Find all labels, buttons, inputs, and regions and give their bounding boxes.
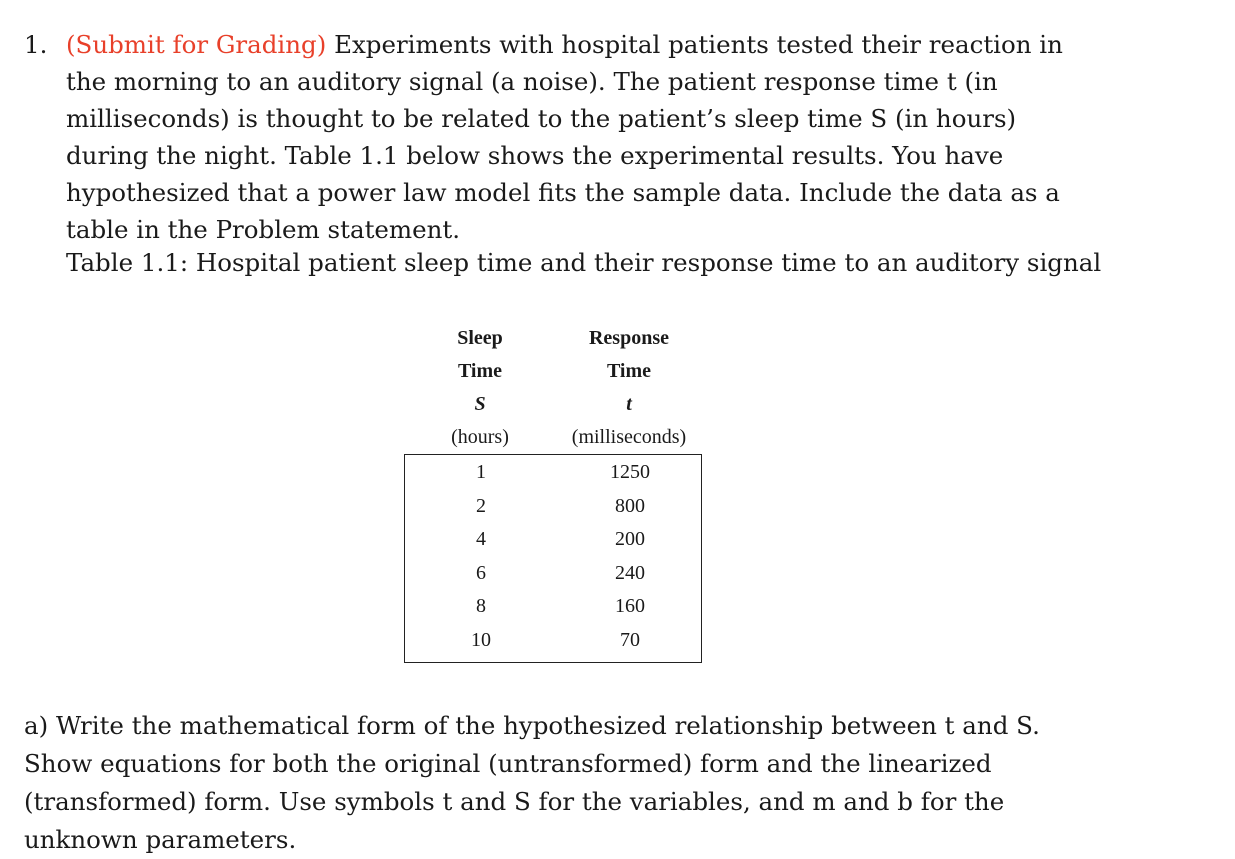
cell-sleep-time: 10 bbox=[471, 628, 491, 651]
header-line1: Sleep bbox=[457, 327, 503, 349]
problem-statement bbox=[24, 26, 1084, 248]
header-line2: Time bbox=[606, 360, 652, 382]
cell-response-time: 1250 bbox=[610, 461, 650, 483]
table-caption: Table 1.1: Hospital patient sleep time and their response time to an auditory signal bbox=[66, 248, 1102, 277]
table-row bbox=[405, 558, 701, 592]
table-row bbox=[405, 457, 701, 491]
cell-sleep-time: 1 bbox=[476, 461, 486, 483]
header-line2: Time bbox=[457, 360, 503, 382]
question-a: a) Write the mathematical form of the hypothesized relationship between t and S. Show equations for both the original (untransformed) form and the linearized (transformed) form. Use symbols t and S for the variables, and m and b for the unknown parameters. bbox=[24, 711, 1040, 854]
header-variable: S bbox=[474, 393, 486, 415]
problem-body bbox=[66, 26, 1084, 248]
table-row bbox=[405, 491, 701, 525]
header-unit: (milliseconds) bbox=[571, 426, 687, 448]
table-row bbox=[405, 625, 701, 659]
header-line1: Response bbox=[588, 327, 669, 349]
cell-sleep-time: 6 bbox=[476, 561, 486, 584]
cell-response-time: 800 bbox=[615, 494, 645, 517]
cell-response-time: 160 bbox=[615, 595, 645, 618]
table-header bbox=[404, 322, 704, 454]
cell-sleep-time: 2 bbox=[476, 494, 486, 517]
cell-sleep-time: 8 bbox=[476, 595, 486, 618]
header-variable: t bbox=[626, 393, 632, 415]
problem-number: 1. bbox=[24, 30, 48, 59]
problem-text: Experiments with hospital patients tested their reaction in the morning to an auditory signal (a noise). The patient response time t (in milliseconds) is thought to be related to the patient’s sleep time S (in hours) during the night. Table 1.1 below shows the experimental results. You have hypothesized that a power law model fits the sample data. Include the data as a table in the Problem statement. bbox=[66, 30, 1063, 244]
table-row bbox=[405, 524, 701, 558]
cell-response-time: 70 bbox=[620, 628, 640, 651]
cell-response-time: 240 bbox=[615, 561, 645, 584]
column-header-response-time bbox=[554, 322, 704, 454]
column-header-sleep-time bbox=[440, 322, 520, 454]
data-table bbox=[404, 322, 704, 663]
table-row bbox=[405, 591, 701, 625]
submit-for-grading-tag: (Submit for Grading) bbox=[66, 30, 327, 59]
cell-sleep-time: 4 bbox=[476, 528, 486, 551]
header-unit: (hours) bbox=[451, 426, 509, 448]
table-body bbox=[404, 454, 702, 663]
cell-response-time: 200 bbox=[615, 528, 645, 551]
